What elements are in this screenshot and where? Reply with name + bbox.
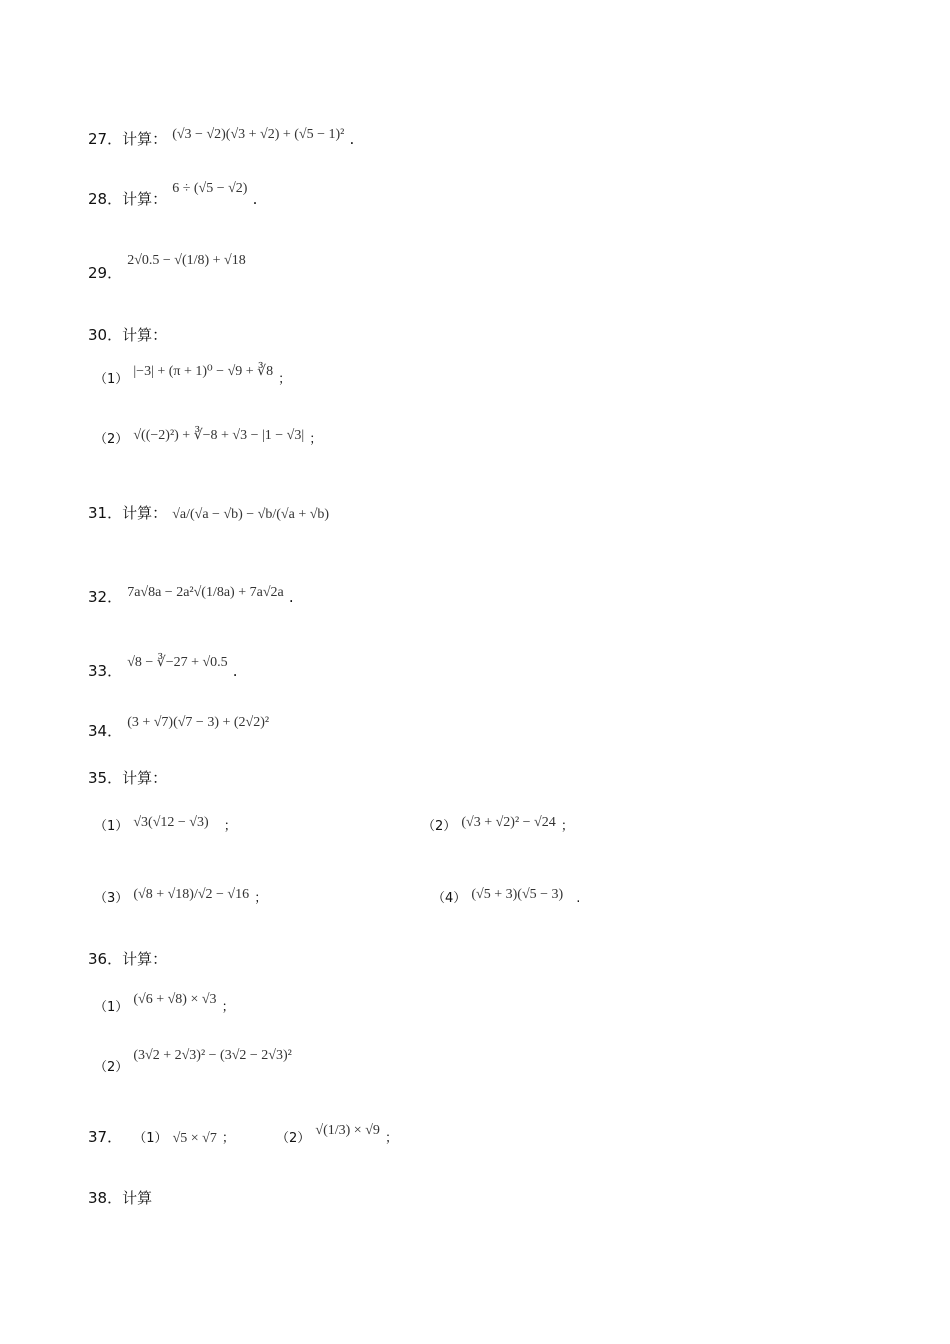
problem-prompt: 计算： — [122, 130, 168, 148]
math-expression: |−3| + (π + 1)⁰ − √9 + ∛8 — [133, 364, 274, 379]
problem-30 — [88, 324, 167, 345]
problem-prompt: 计算： — [122, 950, 168, 968]
part-label: （1） — [94, 372, 129, 387]
math-expression: √8 − ∛−27 + √0.5 — [127, 655, 228, 670]
math-expression: (√3 + √2)² − √24 — [461, 815, 556, 830]
part-end: ； — [221, 1131, 235, 1146]
problem-36-part-2 — [94, 1048, 292, 1076]
problem-prompt: 计算 — [122, 1189, 153, 1207]
problem-end: . — [288, 588, 294, 606]
part-label: （2） — [94, 1060, 129, 1075]
problem-30-part-1 — [94, 364, 292, 388]
math-expression: (3√2 + 2√3)² − (3√2 − 2√3)² — [133, 1048, 292, 1063]
math-expression: (√5 + 3)(√5 − 3) — [471, 887, 564, 902]
part-end: ； — [221, 1000, 235, 1015]
problem-35-part-2 — [422, 815, 574, 835]
problem-end: . — [232, 662, 238, 680]
problem-number: 27． — [88, 130, 123, 148]
math-expression: 2√0.5 − √(1/8) + √18 — [127, 253, 246, 268]
problem-35-part-4 — [432, 887, 580, 907]
problem-35-part-3 — [94, 887, 267, 907]
part-label: （1） — [94, 819, 129, 834]
part-label: （2） — [276, 1131, 311, 1146]
problem-27 — [88, 128, 354, 149]
part-label: （4） — [432, 891, 467, 906]
problem-33 — [88, 655, 238, 681]
math-expression: 7a√8a − 2a²√(1/8a) + 7a√2a — [127, 585, 284, 600]
problem-30-part-2 — [94, 428, 322, 448]
problem-number: 36． — [88, 950, 123, 968]
problem-prompt: 计算： — [122, 504, 168, 522]
part-end: ； — [384, 1131, 398, 1146]
problem-number: 32． — [88, 588, 123, 606]
part-label: （2） — [422, 819, 457, 834]
math-expression: √5 × √7 — [172, 1131, 217, 1146]
problem-35-part-1 — [94, 815, 237, 835]
problem-34 — [88, 715, 270, 741]
problem-prompt: 计算： — [122, 190, 168, 208]
problem-prompt: 计算： — [122, 769, 168, 787]
problem-37 — [88, 1123, 398, 1147]
problem-number: 34． — [88, 722, 123, 740]
problem-number: 35． — [88, 769, 123, 787]
math-expression: √((−2)²) + ∛−8 + √3 − |1 − √3| — [133, 428, 305, 443]
problem-36 — [88, 948, 167, 969]
part-label: （2） — [94, 432, 129, 447]
problem-35 — [88, 767, 167, 788]
problem-end: . — [349, 130, 355, 148]
problem-number: 37． — [88, 1128, 123, 1146]
problem-end: . — [252, 190, 258, 208]
part-end: ； — [223, 819, 237, 834]
problem-prompt: 计算： — [122, 326, 168, 344]
math-expression: √a/(√a − √b) − √b/(√a + √b) — [172, 507, 330, 522]
problem-number: 31． — [88, 504, 123, 522]
part-end: ； — [560, 819, 574, 834]
part-label: （3） — [94, 891, 129, 906]
problem-28 — [88, 181, 258, 209]
problem-number: 38． — [88, 1189, 123, 1207]
part-end: ； — [254, 891, 268, 906]
problem-36-part-1 — [94, 992, 235, 1016]
problem-number: 33． — [88, 662, 123, 680]
math-expression: 6 ÷ (√5 − √2) — [172, 181, 248, 196]
math-expression: (3 + √7)(√7 − 3) + (2√2)² — [127, 715, 270, 730]
part-end: . — [576, 891, 581, 906]
math-expression: (√8 + √18)/√2 − √16 — [133, 887, 250, 902]
part-end: ； — [309, 432, 323, 447]
problem-number: 30． — [88, 326, 123, 344]
math-expression: √(1/3) × √9 — [315, 1123, 380, 1138]
problem-number: 28． — [88, 190, 123, 208]
math-expression: (√6 + √8) × √3 — [133, 992, 217, 1007]
part-label: （1） — [133, 1131, 168, 1146]
problem-32 — [88, 586, 294, 607]
problem-29 — [88, 253, 246, 283]
math-expression: √3(√12 − √3) — [133, 815, 209, 830]
problem-38 — [88, 1187, 152, 1208]
problem-number: 29． — [88, 264, 123, 282]
part-label: （1） — [94, 1000, 129, 1015]
problem-31 — [88, 502, 329, 523]
part-end: ； — [278, 372, 292, 387]
math-expression: (√3 − √2)(√3 + √2) + (√5 − 1)² — [172, 127, 345, 142]
